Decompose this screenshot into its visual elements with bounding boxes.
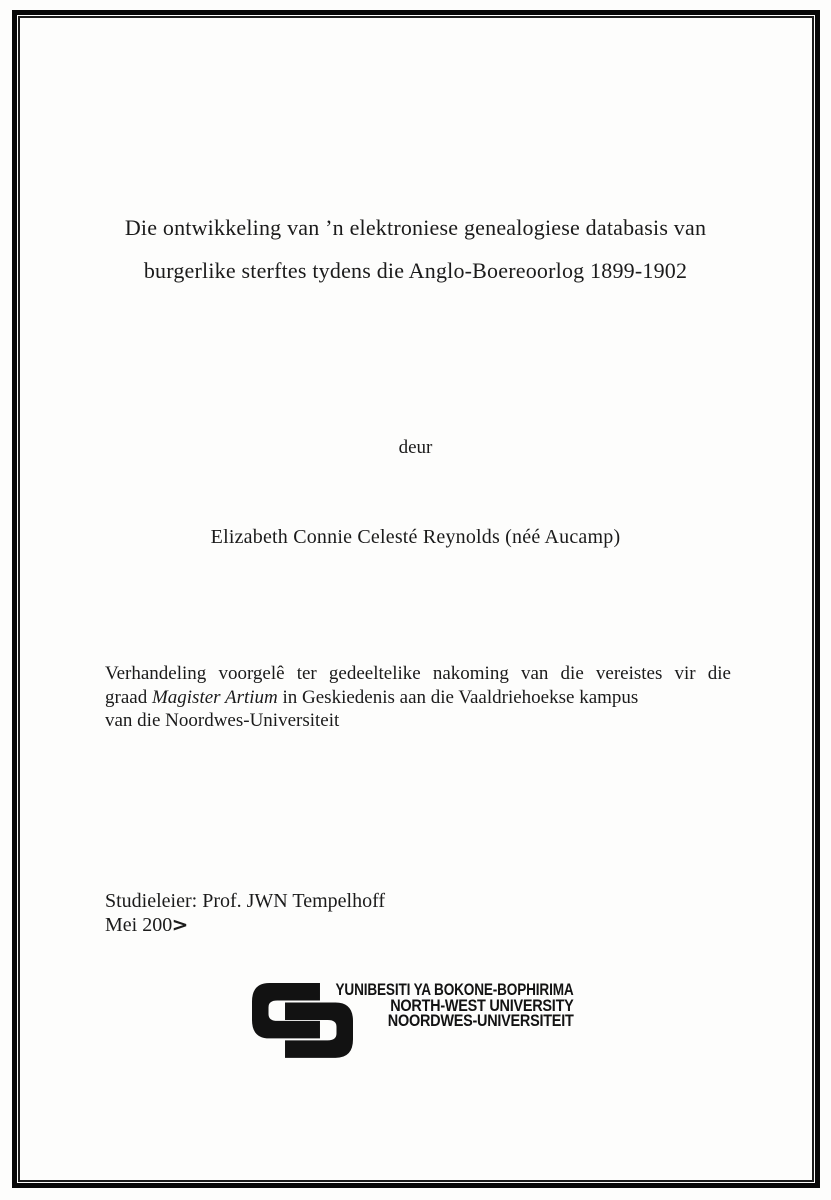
date-line [105,914,385,938]
nwu-logo-wordmark [276,982,574,1029]
supervisor-line: Studieleier: Prof. JWN Tempelhoff [105,890,386,912]
degree-statement-line3: van die Noordwes-Universiteit [105,710,340,731]
nwu-logo-line3: NOORDWES-UNIVERSITEIT [388,1011,574,1030]
date-text: Mei 200 [105,913,173,936]
nwu-logo [252,974,574,1058]
year-last-digit-glyph: > [171,913,189,936]
degree-statement-line2-prefix: graad [105,686,152,708]
degree-statement-line2-suffix: in Geskiedenis aan die Vaaldriehoekse kampus [277,686,639,708]
nwu-logo-line1: YUNIBESITI YA BOKONE-BOPHIRIMA [335,980,574,999]
degree-statement [105,662,731,733]
thesis-title-line2: burgerlike sterftes tydens die Anglo-Boereoorlog 1899-1902 [143,258,688,283]
supervisor-block [105,890,385,937]
degree-statement-line2 [105,686,731,710]
byline-label: deur [398,437,433,458]
degree-name-italic: Magister Artium [151,686,278,708]
author-name: Elizabeth Connie Celesté Reynolds (néé Aucamp) [210,526,621,548]
thesis-title [40,206,791,292]
thesis-title-line1: Die ontwikkeling van ’n elektroniese genealogiese databasis van [124,215,707,240]
degree-statement-line1: Verhandeling voorgelê ter gedeeltelike nakoming van die vereistes vir die [105,663,731,684]
nwu-logo-line2: NORTH-WEST UNIVERSITY [390,995,574,1015]
